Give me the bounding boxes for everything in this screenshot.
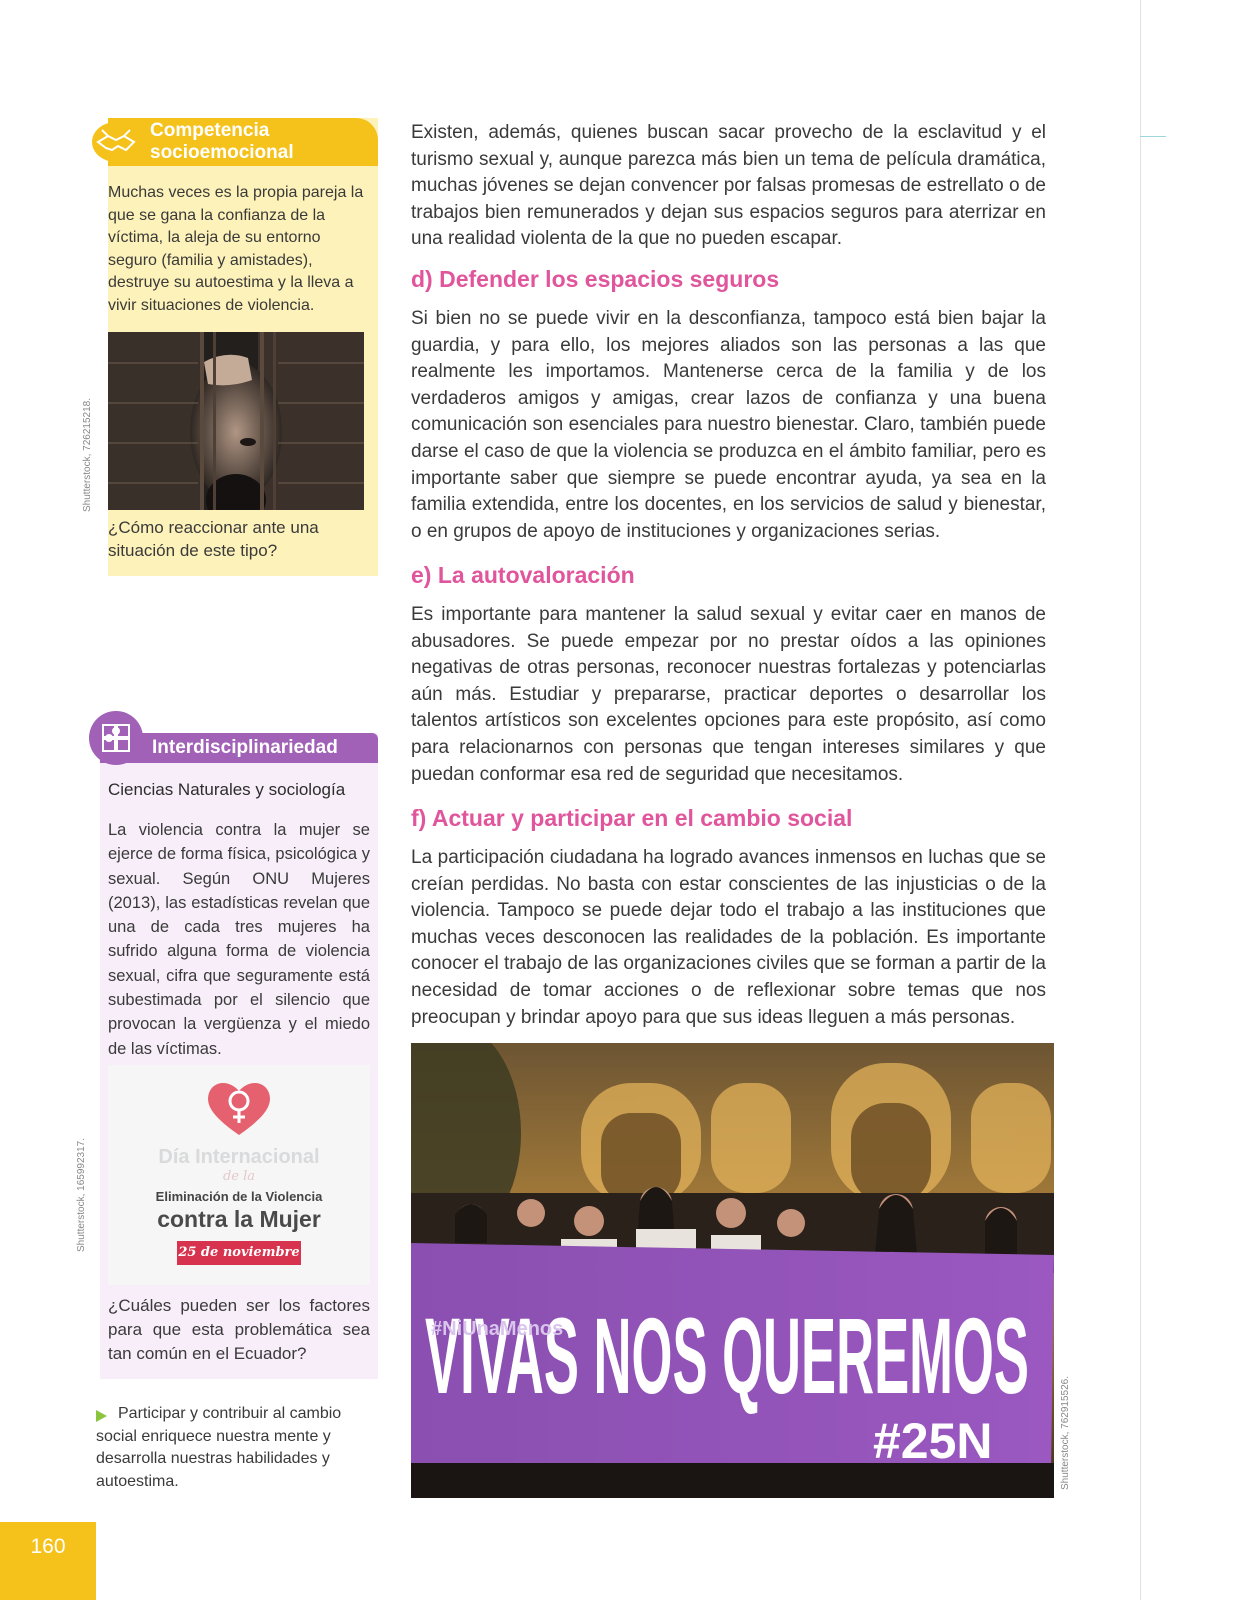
heart-venus-icon <box>205 1077 273 1139</box>
poster-line-3: Eliminación de la Violencia <box>155 1189 323 1204</box>
page-edge-line <box>1140 0 1141 1600</box>
interdisciplinariedad-text: La violencia contra la mujer se ejerce de forma física, psicológica y sexual. Según ONU Mujeres (2013), las estadísticas revelan que una de cada tres mujeres ha sufrido alguna forma de violencia sexual, cifra que seguramente está subestimada por el silencio que provocan la vergüenza y el miedo de las víctimas. <box>108 821 370 1058</box>
puzzle-icon <box>86 708 146 768</box>
handshake-icon <box>88 118 144 166</box>
competencia-text: Muchas veces es la propia pareja la que se gana la confianza de la víctima, la aleja de su entorno seguro (familia y amistades), destruye su autoestima y la lleva a vivir situaciones de violencia. <box>108 184 364 314</box>
protest-photo <box>411 1043 1054 1498</box>
competencia-title: Competencia socioemocional <box>150 120 294 163</box>
page-edge-tick <box>1140 136 1166 137</box>
tip-text: Participar y contribuir al cambio social enriquece nuestra mente y desarrolla nuestras habilidades y autoestima. <box>96 1405 342 1490</box>
section-f-heading: f) Actuar y participar en el cambio social <box>411 805 853 831</box>
poster-line-1: Día Internacional <box>158 1146 320 1168</box>
interdisciplinariedad-question: ¿Cuáles pueden ser los factores para que esta problemática sea tan común en el Ecuador? <box>108 1296 370 1363</box>
section-f-paragraph: La participación ciudadana ha logrado avances inmensos en luchas que se creían perdidas. No basta con estar conscientes de las injusticias o de la violencia. Tampoco se puede dejar todo el trabajo a las instituciones que muchas veces desconocen las realidades de la población. Es importante conocer el trabajo de las organizaciones civiles que se forman a partir de la necesidad de tomar acciones o de reflexionar sobre temas que nos preocupan y brindar apoyo para que sus ideas lleguen a más personas. <box>411 847 1046 1028</box>
banner-main-text: VIVAS NOS QUEREMOS <box>425 1295 1029 1416</box>
section-d-heading: d) Defender los espacios seguros <box>411 266 780 292</box>
interdisciplinariedad-title: Interdisciplinariedad <box>152 737 338 758</box>
page-number: 160 <box>30 1535 66 1558</box>
section-e-heading: e) La autovaloración <box>411 562 635 588</box>
section-e-paragraph: Es importante para mantener la salud sexual y evitar caer en manos de abusadores. Se puede empezar por no prestar oídos a las opiniones negativas de otras personas, reconocer nuestras fortalezas y potenciarlas aún más. Estudiar y prepararse, practicar deportes o desarrollar los talentos artísticos son excelentes opciones para este propósito, así como para relacionarnos con personas que tengan intereses similares y que puedan conformar esa red de seguridad que necesitamos. <box>411 604 1046 785</box>
competencia-header <box>108 118 378 166</box>
intro-paragraph: Existen, además, quienes buscan sacar provecho de la esclavitud y el turismo sexual y, aunque parezca más bien un tema de película dramática, muchas jóvenes se dejan convencer por falsas promesas de estrellato o de trabajos bien remunerados y dejan sus espacios seguros para aterrizar en una realidad violenta de la que no pueden escapar. <box>411 122 1046 250</box>
banner-tag-text: #25N <box>873 1413 993 1469</box>
poster-date-ribbon: 25 de noviembre <box>177 1241 301 1265</box>
victim-photo <box>108 332 364 510</box>
photo-credit-2: Shutterstock, 165992317. <box>76 1138 87 1252</box>
page-number-badge <box>0 1522 96 1600</box>
international-day-poster <box>108 1065 370 1285</box>
photo-credit-1: Shutterstock, 726215218. <box>82 398 93 512</box>
interdisciplinariedad-subtitle: Ciencias Naturales y sociología <box>108 780 346 799</box>
poster-line-2: de la <box>222 1169 256 1184</box>
section-d-paragraph: Si bien no se puede vivir en la desconfianza, tampoco está bien bajar la guardia, y para ello, los mejores aliados son las personas a las que realmente les importamos. Mantenerse cerca de la familia y de los verdaderos amigos y amigas, crear lazos de confianza y una buena comunicación son esenciales para nuestro bienestar. Claro, también puede darse el caso de que la violencia se produzca en el ámbito familiar, pero es importante saber que siempre se puede encontrar ayuda, ya sea en la familia extendida, entre los docentes, en los servicios de salud y bienestar, o en grupos de apoyo de instituciones y organizaciones serias. <box>411 308 1046 542</box>
photo-credit-3: Shutterstock, 762915526. <box>1060 1376 1071 1490</box>
poster-line-4: contra la Mujer <box>157 1206 321 1232</box>
competencia-question: ¿Cómo reaccionar ante una situación de este tipo? <box>108 518 319 560</box>
banner-hashtag-text: #NiUnaMenos <box>431 1318 564 1340</box>
